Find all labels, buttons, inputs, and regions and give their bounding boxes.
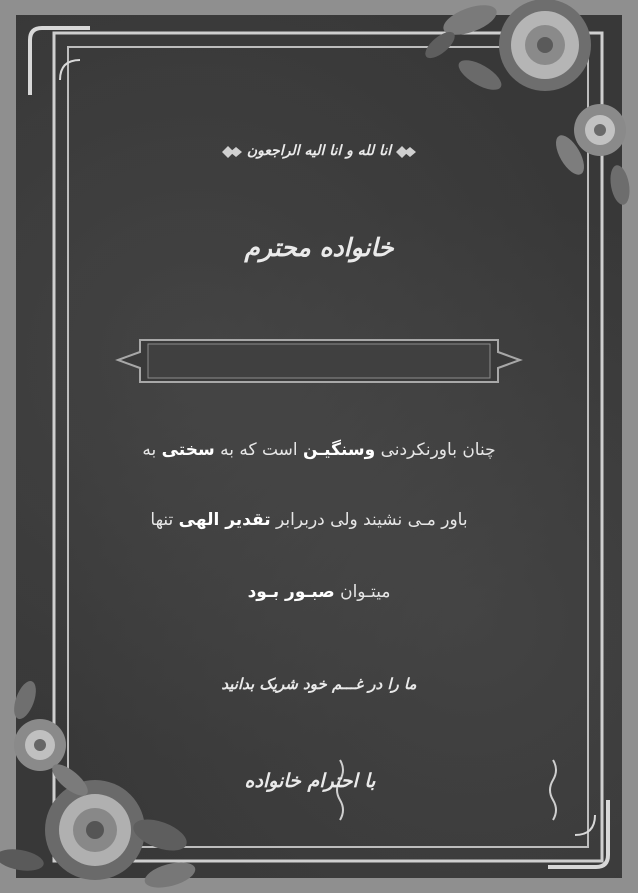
message-line-2 — [0, 510, 628, 530]
name-plate — [118, 340, 520, 382]
message-line-3-part-1: میتـوان — [334, 582, 391, 602]
message-line-1-emphasis-1: وسنگیـن — [303, 440, 376, 460]
message-line-2-part-1: باور مـی نشیند ولی دربرابر — [270, 510, 468, 530]
message-line-1 — [0, 440, 638, 460]
message-line-1-part-3: به — [142, 440, 162, 460]
message-line-1-emphasis-2: سختی — [161, 440, 215, 460]
message-line-3 — [0, 582, 638, 602]
message-line-3-emphasis-1: صبـور بـود — [247, 582, 335, 602]
message-line-1-part-2: است که به — [214, 440, 304, 460]
signoff: با احترام خانواده — [244, 770, 376, 792]
condolence-line: ما را در غـــم خود شریک بدانید — [221, 675, 417, 693]
card-title: خانواده محترم — [244, 233, 394, 262]
message-line-2-emphasis-1: تقدیر الهی — [178, 510, 271, 530]
message-line-1-part-1: چنان باورنکردنی — [375, 440, 496, 460]
quran-verse: انا لله و انا الیه الراجعون — [246, 143, 392, 159]
message-line-2-part-2: تنها — [150, 510, 179, 530]
